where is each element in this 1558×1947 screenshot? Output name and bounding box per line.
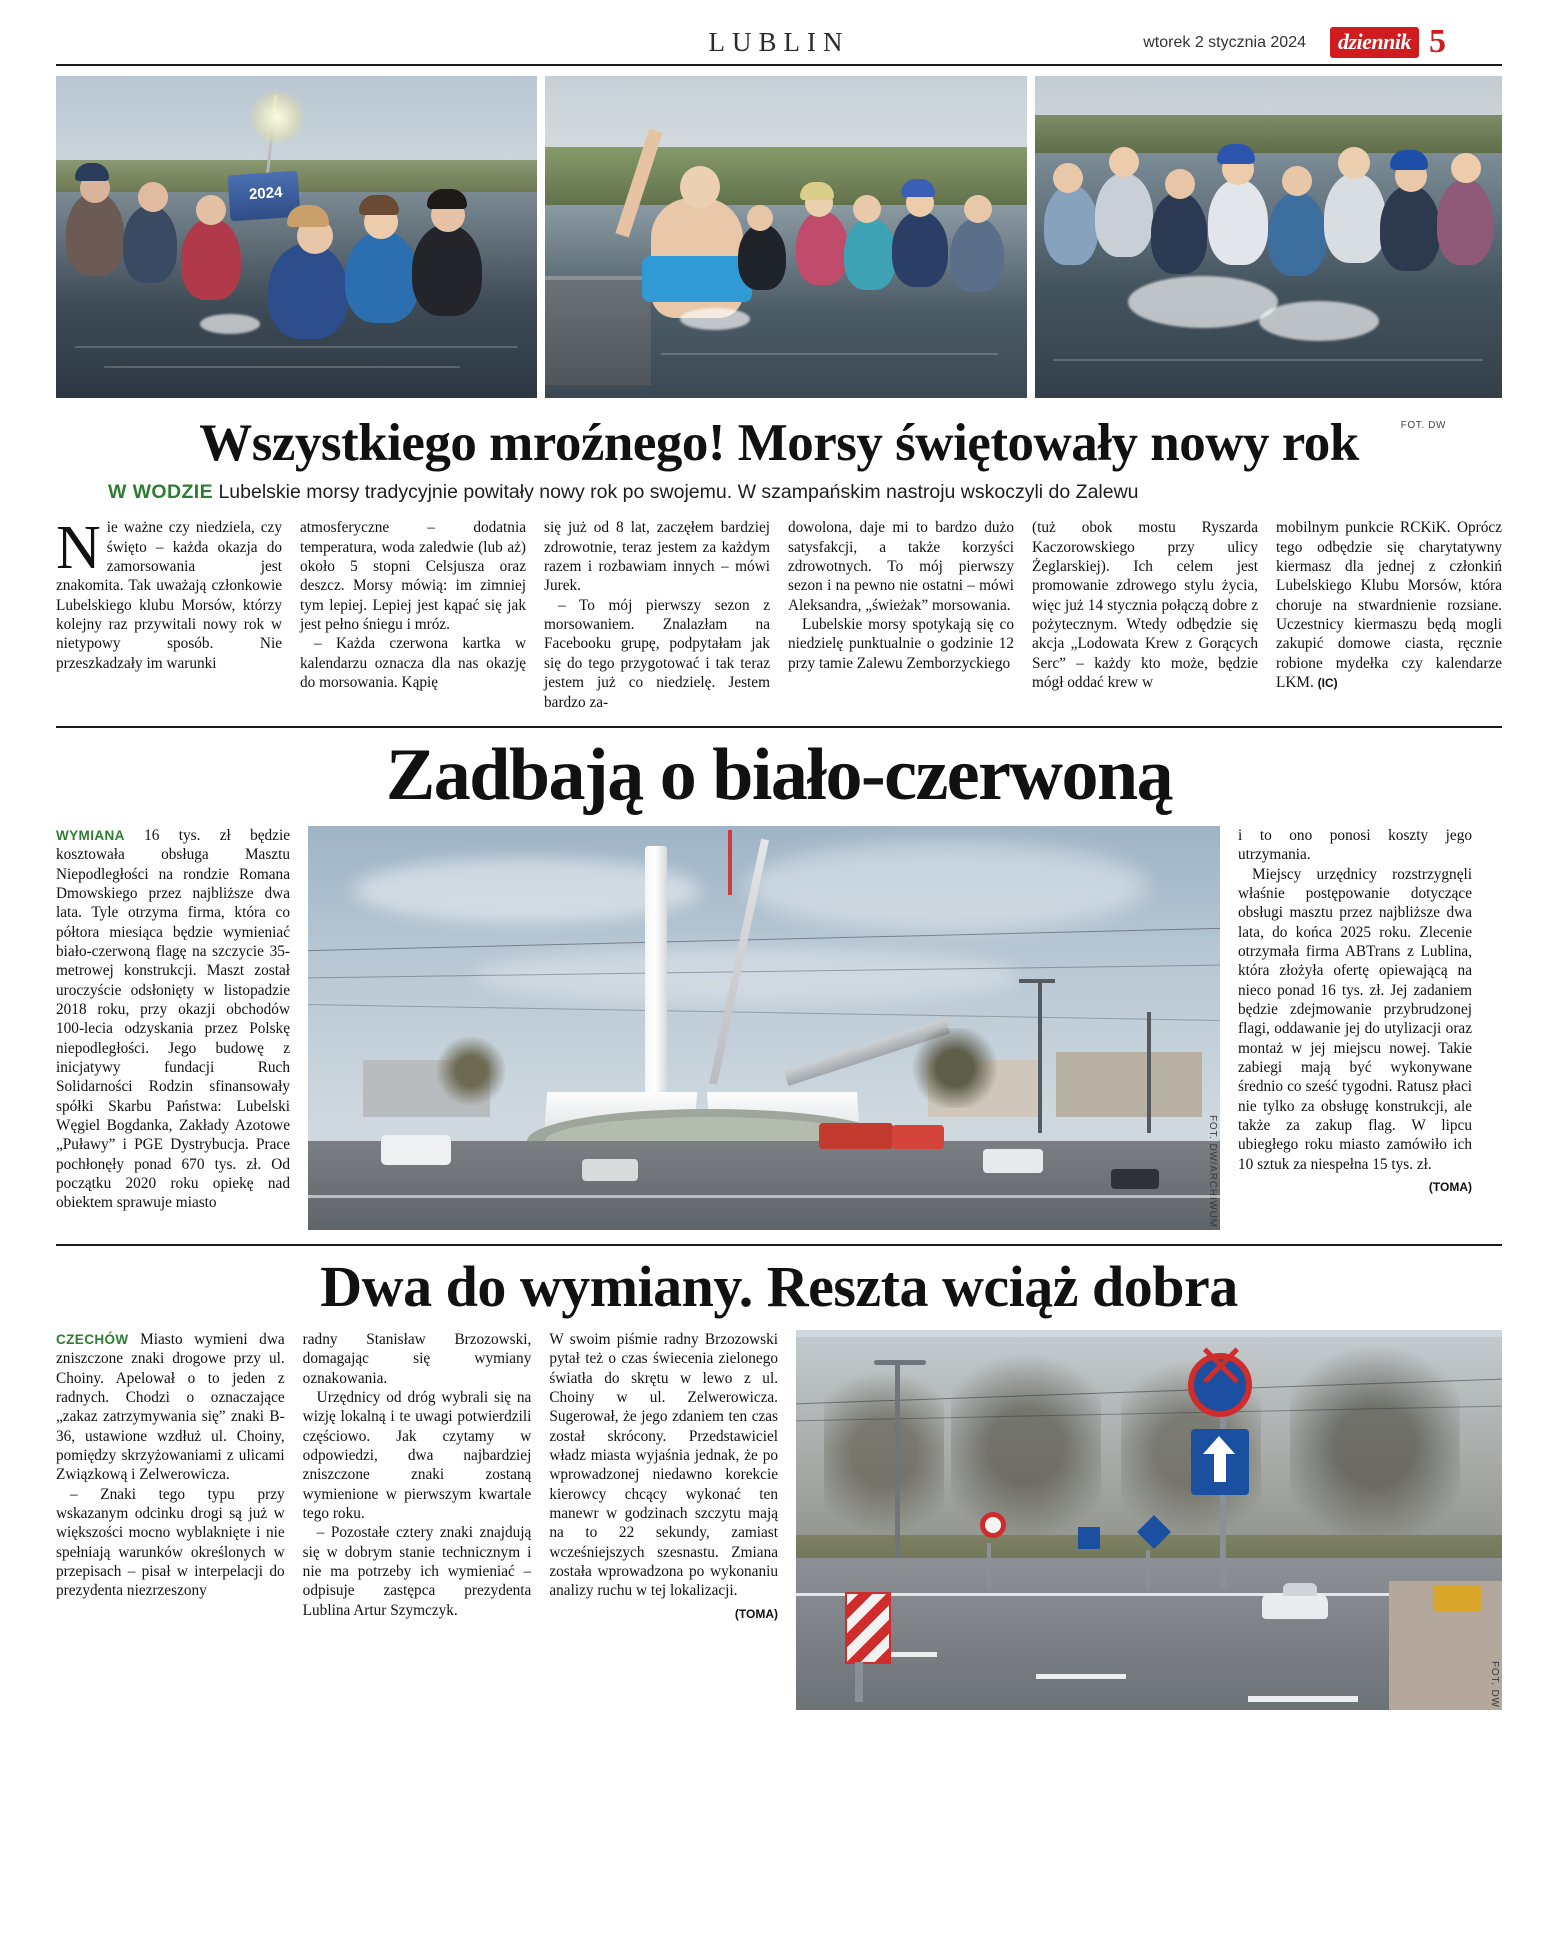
- article1-col2-p1: atmosferyczne – dodatnia temperatura, woda zaledwie (lub aż) około 5 stopni Celsjusza oraz deszcz. Morsy mówią: im zimniej tym lepiej. Lepiej jest kąpać się jak jest pełno śniegu i mróz.: [300, 519, 526, 634]
- photo-independence-mast: [308, 826, 1220, 1230]
- section-title: LUBLIN: [708, 27, 850, 57]
- article2-col2-p2: Miejscy urzędnicy rozstrzygnęli właśnie postępowanie dotyczące obsługi masztu przez najbliższe dwa lata, do końca 2025 roku. Zlecenie otrzymała firma ABTrans z Lublina, która złożyła ofertę opiewającą na nieco ponad 16 tys. zł. Jej zadaniem będzie zdejmowanie przybrudzonej flagi, oddawanie jej do utylizacji oraz montaż w jej miejscu nowej. Takie zabiegi mają być wykonywane średnio co sześć tygodni. Ratusz płaci nie tylko za obsługę konstrukcji, ale także za zakup flag. W lipcu ubiegłego roku miasto zamówiło ich 10 sztuk za niespełna 15 tys. zł.: [1238, 865, 1472, 1173]
- article2-col1-p1: 16 tys. zł będzie kosztowała obsługa Masztu Niepodległości na rondzie Romana Dmowskiego przez najbliższe dwa lata. Tyle otrzyma firma, która co półtora miesiąca będzie wymieniać biało-czerwoną flagę na szczycie 35-metrowej konstrukcji. Maszt został uroczyście odsłonięty w listopadzie 2018 roku, przy okazji obchodów 100-lecia odzyskania przez Polskę niepodległości. Jego budowę z inicjatywy fundacji Ruch Solidarności Rodzin sfinansowały spółki Skarbu Państwa: Lubelski Węgiel Bogdanka, Zakłady Azotowe „Puławy” i PGE Dystrybucja. Prace pochłonęły ponad 670 tys. zł. Od początku 2020 roku opiekę nad obiektem sprawuje miasto: [56, 826, 291, 1212]
- divider-2: [56, 1244, 1502, 1246]
- article3-col-3: [549, 1330, 778, 1710]
- article3-col2-p3: – Pozostałe cztery znaki znajdują się w dobrym stanie technicznym i nie ma potrzeby ich wymieniać – odpisuje zastępca prezydenta Lublina Artur Szymczyk.: [302, 1524, 532, 1619]
- photo-credit-strip: FOT. DW: [1400, 420, 1446, 431]
- article3-body: [56, 1330, 1502, 1710]
- article1-col-2: [300, 518, 526, 711]
- article1-col5-p1: (tuż obok mostu Ryszarda Kaczorowskiego przy ulicy Żeglarskiej). Ich celem jest promowanie zdrowego stylu życia, więc już 14 stycznia połączą dobre z pożytecznym. Wtedy odbędzie się akcja „Lodowata Krew z Gorących Serc” – każdy kto może, będzie mógł oddać krew w: [1032, 519, 1258, 692]
- article3-col-1: [56, 1330, 285, 1710]
- masthead: [56, 0, 1502, 66]
- page-number: 5: [1429, 23, 1446, 61]
- article1-deck: [56, 480, 1502, 504]
- article1-col-4: [788, 518, 1014, 711]
- article1-col2-p2: – Każda czerwona kartka w kalendarzu oznacza dla nas okazję do morsowania. Kąpię: [300, 635, 526, 692]
- photo-new-year-swimmers-3: [1035, 76, 1502, 398]
- article3-signature: (TOMA): [734, 1606, 779, 1621]
- article1-col-3: [544, 518, 770, 711]
- divider-1: [56, 726, 1502, 728]
- article2-col2-p1: i to ono ponosi koszty jego utrzymania.: [1238, 826, 1472, 864]
- article2-col-2: [1238, 826, 1472, 1230]
- article1-col-6: [1276, 518, 1502, 711]
- publication-logo: [1330, 23, 1446, 61]
- article2-body: [56, 826, 1502, 1230]
- photo-strip: [56, 76, 1502, 431]
- article1-columns: [56, 514, 1502, 711]
- logo-badge: dziennik: [1330, 27, 1419, 58]
- article3-headline: Dwa do wymiany. Reszta wciąż dobra: [320, 1253, 1238, 1319]
- article1-signature: (IC): [1317, 676, 1338, 691]
- article2-signature: (TOMA): [1428, 1180, 1472, 1195]
- photo-new-year-swimmers-1: 2024: [56, 76, 537, 398]
- article3-col-2: [303, 1330, 532, 1710]
- article1-col3-p2: – To mój pierwszy sezon z morsowaniem. Znalazłam na Facebooku grupę, podpytałam jak się do tego przygotować i tak teraz jestem już co niedzielę. Jestem bardzo za-: [544, 596, 770, 711]
- article3-col3-p1: W swoim piśmie radny Brzozowski pytał też o czas świecenia zielonego światła do skrętu w lewo z ul. Choiny w ul. Zelwerowicza. Sugerował, że jego zdaniem ten czas został skrócony. Przedstawiciel władz miasta wyjaśnia jednak, że po wprowadzonej niedawno korekcie kierowcy chcący wykonać ten manewr w godzinach szczytu mają na to 22 sekundy, zamiast wcześniejszych szesnastu. Zmiana została wprowadzona po wykonaniu analizy ruchu w tej lokalizacji.: [549, 1330, 779, 1600]
- photo-credit-road: FOT. DW: [1489, 1661, 1501, 1708]
- article2-col-1: [56, 826, 290, 1230]
- article1-col-1: [56, 514, 282, 711]
- article1-deck-kicker: W WODZIE: [108, 481, 214, 504]
- article3-kicker: CZECHÓW: [56, 1331, 129, 1347]
- article2-signature-wrap: [1238, 1178, 1472, 1196]
- photo-road-signs: [796, 1330, 1502, 1710]
- article2-headline: Zadbają o biało-czerwoną: [385, 733, 1173, 816]
- article3-col1-p2: – Znaki tego typu przy wskazanym odcinku drogi są już w większości mocno wyblaknięte i nie spełniają warunków określonych w przepisach – pisał w interpelacji do prezydenta niezrzeszony: [56, 1485, 285, 1600]
- article2-kicker: WYMIANA: [56, 827, 125, 843]
- article1-col4-p1: dowolona, daje mi to bardzo dużo satysfakcji, a także korzyści zdrowotnych. To mój pierwszy sezon i na pewno nie ostatni – mówi Aleksandra, „świeżak” morsowania.: [788, 519, 1014, 614]
- article3-signature-wrap: [549, 1605, 778, 1623]
- article1-col4-p2: Lubelskie morsy spotykają się co niedzielę punktualnie o godzinie 12 przy tamie Zalewu Zemborzyckiego: [788, 616, 1014, 672]
- article3-col2-p1: radny Stanisław Brzozowski, domagając się wymiany oznakowania.: [302, 1330, 532, 1387]
- article1-deck-text: Lubelskie morsy tradycyjnie powitały nowy rok po swojemu. W szampańskim nastroju wskoczyli do Zalewu: [218, 481, 1139, 504]
- article1-headline: Wszystkiego mroźnego! Morsy świętowały nowy rok: [199, 414, 1359, 472]
- article3-col1-p1: Miasto wymieni dwa zniszczone znaki drogowe przy ul. Choiny. Apelował o to jeden z radnych. Chodzi o oznaczające „zakaz zatrzymywania się” znaki B-36, ustawione wzdłuż ul. Choiny, pomiędzy skrzyżowaniami z ulicami Związkową i Zelwerowicza.: [56, 1330, 285, 1484]
- article3-col2-p2: Urzędnicy od dróg wybrali się na wizję lokalną i te uwagi potwierdzili częściowo. Jak czytamy w odpowiedzi, dwa najbardziej zniszczone znaki zostaną wymienione w pierwszym kwartale tego roku.: [302, 1388, 532, 1522]
- article1-col6-p1: mobilnym punkcie RCKiK. Oprócz tego odbędzie się charytatywny kiermasz dla jednej z członkiń Lubelskiego Klubu Morsów, która choruje na stwardnienie rozsiane. Uczestnicy kiermaszu będą mogli zakupić domowe ciasta, ręcznie robione mydełka czy kalendarze LKM. (IC): [1276, 519, 1502, 692]
- photo-new-year-swimmers-2: [545, 76, 1026, 398]
- issue-date: wtorek 2 stycznia 2024: [1143, 34, 1306, 51]
- article1-col1-p1: Nie ważne czy niedziela, czy święto – każda okazja do zamorsowania jest znakomita. Tak uważają członkowie Lubelskiego klubu Morsów, którzy kolejny raz przywitali nowy rok w nietypowy sposób. Nie przeszkadzały im warunki: [56, 514, 282, 672]
- photo-credit-mast: FOT. DW/ARCHIWUM: [1207, 1115, 1218, 1228]
- article1-col3-p1: się już od 8 lat, zaczęłem bardziej zdrowotnie, teraz jestem za każdym razem i rozbawiam innych – mówi Jurek.: [544, 519, 770, 595]
- article1-col-5: [1032, 518, 1258, 711]
